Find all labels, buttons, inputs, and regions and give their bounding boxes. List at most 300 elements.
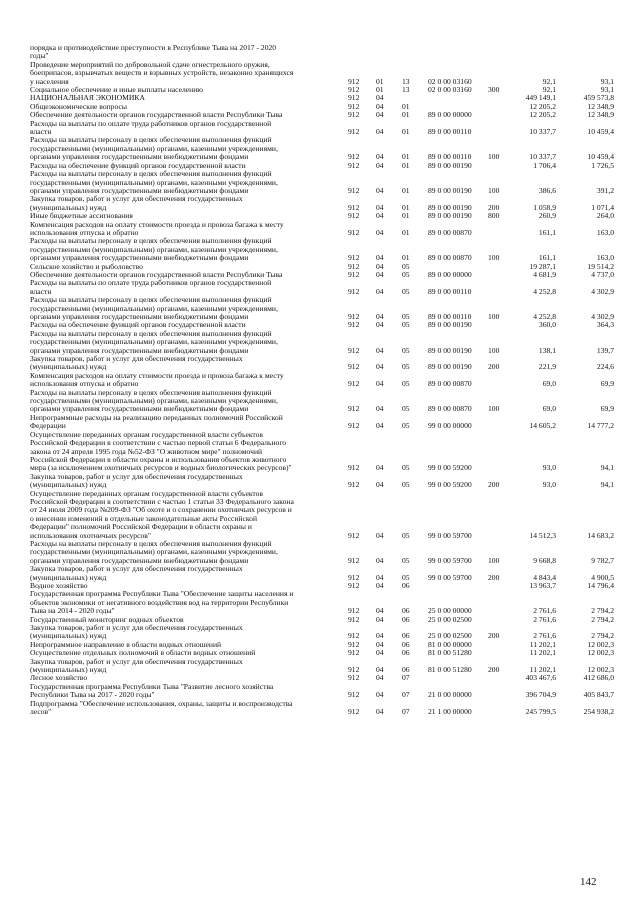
amount-2019: 12 205,2 (529, 101, 556, 111)
ministry-code: 912 (348, 269, 360, 279)
amount-2020: 69,9 (600, 379, 614, 389)
ministry-code: 912 (348, 253, 360, 263)
table-row (30, 681, 614, 700)
item-name: Иные бюджетные ассигнования (30, 211, 133, 221)
amount-2019: 10 337,7 (529, 127, 556, 137)
amount-2020: 364,3 (596, 320, 614, 330)
subsection-code: 05 (402, 362, 410, 372)
section-code: 04 (376, 614, 384, 624)
amount-2019: 9 668,8 (533, 555, 556, 565)
table-row (30, 169, 614, 195)
amount-2019: 221,9 (538, 362, 556, 372)
item-name: Расходы на обеспечение функций органов государственной власти (30, 160, 246, 170)
item-name: Расходы на выплаты по оплате труда работников органов государственной власти (30, 118, 272, 137)
section-code: 04 (376, 261, 384, 271)
table-row (30, 219, 614, 238)
ministry-code: 912 (348, 286, 360, 296)
section-code: 04 (376, 581, 384, 590)
ministry-code: 912 (348, 572, 360, 582)
page-number: 142 (580, 876, 597, 888)
subsection-code: 01 (402, 253, 410, 263)
item-name: Компенсация расходов на оплату стоимости проезда и провоза багажа к месту использования отпуска и обратно (30, 370, 284, 389)
ministry-code: 912 (348, 665, 360, 675)
item-name: Закупка товаров, работ и услуг для обеспечения государственных (муниципальных) нужд (30, 194, 243, 212)
ministry-code: 912 (348, 160, 360, 170)
amount-2019: 69,0 (542, 404, 556, 414)
amount-2019: 260,9 (538, 211, 556, 221)
item-name: Закупка товаров, работ и услуг для обеспечения государственных (муниципальных) нужд (30, 623, 243, 641)
item-name: Водное хозяйство (30, 581, 88, 590)
table-row (30, 328, 614, 355)
section-code: 04 (376, 253, 384, 263)
item-name: Государственная программа Республики Тыва "Обеспечение защиты населения и объектов экономики от негативного воздействия вод на территории Республики Тыва на 2014 - 2020 годы" (30, 589, 294, 616)
item-name: Закупка товаров, работ и услуг для обеспечения государственных (муниципальных) нужд (30, 471, 243, 490)
amount-2019: 11 202,1 (529, 639, 556, 649)
subsection-code: 05 (402, 286, 410, 296)
ministry-code: 912 (348, 85, 360, 95)
amount-2019: 1 706,4 (533, 160, 556, 170)
expense-type-code: 100 (488, 185, 500, 195)
section-code: 04 (376, 152, 384, 162)
amount-2019: 12 205,2 (529, 110, 556, 120)
amount-2020: 94,1 (600, 463, 614, 473)
section-code: 04 (376, 93, 384, 103)
subsection-code: 06 (402, 614, 410, 624)
target-article-code: 25 0 00 02500 (428, 614, 472, 624)
section-code: 04 (376, 127, 384, 137)
item-name: Непрограммные расходы на реализацию переданных полномочий Российской Федерации (30, 412, 283, 431)
table-row (30, 295, 614, 321)
ministry-code: 912 (348, 581, 360, 590)
ministry-code: 912 (348, 379, 360, 389)
section-code: 04 (376, 463, 384, 473)
section-code: 04 (376, 379, 384, 389)
amount-2020: 1 071,4 (591, 202, 614, 212)
amount-2020: 254 938,2 (583, 707, 614, 717)
section-code: 01 (376, 85, 384, 95)
table-row (30, 44, 610, 61)
amount-2019: 14 512,3 (529, 530, 556, 540)
item-name: Сельское хозяйство и рыболовство (30, 261, 143, 271)
target-article-code: 89 0 00 00000 (428, 110, 472, 120)
subsection-code: 07 (402, 690, 410, 700)
item-name: порядка и противодействие преступности в Республике Тыва на 2017 - 2020 годы" (30, 43, 277, 61)
table-row (30, 412, 614, 431)
budget-table (30, 43, 614, 717)
amount-2019: 4 252,8 (533, 286, 556, 296)
amount-2019: 4 681,9 (533, 269, 556, 279)
subsection-code: 06 (402, 639, 410, 649)
section-code: 04 (376, 269, 384, 279)
amount-2019: 2 761,6 (533, 606, 556, 616)
amount-2020: 12 348,9 (587, 101, 614, 111)
amount-2020: 12 348,9 (587, 110, 614, 120)
subsection-code: 07 (402, 707, 410, 717)
amount-2020: 14 796,4 (587, 581, 614, 590)
amount-2020: 1 726,5 (591, 160, 614, 170)
ministry-code: 912 (348, 211, 360, 221)
ministry-code: 912 (348, 404, 360, 414)
subsection-code: 06 (402, 648, 410, 658)
expense-type-code: 200 (488, 572, 500, 582)
amount-2020: 14 683,2 (587, 530, 614, 540)
subsection-code: 01 (402, 211, 410, 221)
amount-2020: 9 782,7 (591, 555, 614, 565)
section-code: 04 (376, 673, 384, 683)
subsection-code: 06 (402, 581, 410, 590)
target-article-code: 99 0 00 59700 (428, 530, 472, 540)
table-row (30, 538, 614, 565)
amount-2019: 386,6 (538, 185, 556, 195)
subsection-code: 01 (402, 152, 410, 162)
section-code: 04 (376, 160, 384, 170)
ministry-code: 912 (348, 480, 360, 490)
ministry-code: 912 (348, 707, 360, 717)
table-row (30, 589, 614, 616)
target-article-code: 89 0 00 00110 (428, 152, 472, 162)
ministry-code: 912 (348, 345, 360, 355)
ministry-code: 912 (348, 631, 360, 641)
subsection-code: 05 (402, 345, 410, 355)
item-name: Осуществление переданных органам государственной власти субъектов Российской Федерации в соответствии с частью первой статьи 6 Федерального закона от 24 апреля 1995 года №52-ФЗ "О животном мире" полномочий Российской Федерации в области охраны и использования объектов животного мира (за исключением охотничьих ресурсов и водных биологических ресурсов)" (30, 429, 292, 473)
target-article-code: 89 0 00 00110 (428, 286, 472, 296)
ministry-code: 912 (348, 110, 360, 120)
section-code: 04 (376, 185, 384, 195)
item-name: Расходы на выплаты персоналу в целях обеспечения выполнения функций государственными (муниципальными) органами, казенными учреждениями, органами управления государственными внебюджетными фондами (30, 236, 278, 263)
amount-2019: 11 202,1 (529, 648, 556, 658)
subsection-code: 05 (402, 530, 410, 540)
subsection-code: 05 (402, 463, 410, 473)
amount-2019: 1 058,9 (533, 202, 556, 212)
expense-type-code: 100 (488, 152, 500, 162)
expense-type-code: 100 (488, 312, 500, 321)
item-name: НАЦИОНАЛЬНАЯ ЭКОНОМИКА (30, 93, 145, 103)
item-name: Расходы на выплаты персоналу в целях обеспечения выполнения функций государственными (муниципальными) органами, казенными учреждениями, органами управления государственными внебюджетными фондами (30, 135, 278, 162)
amount-2020: 412 686,0 (583, 673, 614, 683)
amount-2019: 93,0 (542, 463, 556, 473)
section-code: 04 (376, 648, 384, 658)
section-code: 04 (376, 101, 384, 111)
table-row (30, 656, 614, 675)
section-code: 04 (376, 572, 384, 582)
ministry-code: 912 (348, 463, 360, 473)
amount-2019: 11 202,1 (529, 665, 556, 675)
amount-2020: 2 794,2 (591, 606, 614, 616)
expense-type-code: 200 (488, 631, 500, 641)
target-article-code: 21 0 00 00000 (428, 690, 472, 700)
amount-2019: 138,1 (538, 345, 556, 355)
ministry-code: 912 (348, 530, 360, 540)
amount-2019: 396 704,9 (525, 690, 556, 700)
ministry-code: 912 (348, 101, 360, 111)
amount-2019: 4 252,8 (533, 312, 556, 321)
amount-2019: 10 337,7 (529, 152, 556, 162)
amount-2019: 92,1 (542, 85, 556, 95)
section-code: 04 (376, 211, 384, 221)
item-name: Расходы на выплаты персоналу в целях обеспечения выполнения функций государственными (муниципальными) органами, казенными учреждениями, органами управления государственными внебюджетными фондами (30, 387, 278, 414)
amount-2020: 2 794,2 (591, 614, 614, 624)
ministry-code: 912 (348, 127, 360, 137)
item-name: Подпрограмма "Обеспечение использования, охраны, защиты и воспроизводства лесов" (30, 698, 293, 717)
amount-2020: 12 002,3 (587, 648, 614, 658)
target-article-code: 99 0 00 00000 (428, 421, 472, 431)
amount-2019: 13 963,7 (529, 581, 556, 590)
expense-type-code: 100 (488, 404, 500, 414)
amount-2019: 19 287,1 (529, 261, 556, 271)
amount-2020: 4 302,9 (591, 286, 614, 296)
ministry-code: 912 (348, 261, 360, 271)
subsection-code: 05 (402, 480, 410, 490)
ministry-code: 912 (348, 76, 360, 86)
expense-type-code: 100 (488, 555, 500, 565)
amount-2020: 224,6 (596, 362, 614, 372)
subsection-code: 06 (402, 606, 410, 616)
item-name: Расходы на выплаты персоналу в целях обеспечения выполнения функций государственными (муниципальными) органами, казенными учреждениями, органами управления государственными внебюджетными фондами (30, 328, 278, 355)
amount-2019: 403 467,6 (525, 673, 556, 683)
ministry-code: 912 (348, 555, 360, 565)
expense-type-code: 200 (488, 480, 500, 490)
amount-2020: 459 573,8 (583, 93, 614, 103)
ministry-code: 912 (348, 152, 360, 162)
target-article-code: 99 0 00 59700 (428, 555, 472, 565)
target-article-code: 89 0 00 00190 (428, 211, 472, 221)
subsection-code: 05 (402, 320, 410, 330)
ministry-code: 912 (348, 648, 360, 658)
ministry-code: 912 (348, 185, 360, 195)
subsection-code: 01 (402, 110, 410, 120)
subsection-code: 06 (402, 631, 410, 641)
amount-2020: 139,7 (596, 345, 614, 355)
expense-type-code: 200 (488, 665, 500, 675)
target-article-code: 99 0 00 59700 (428, 572, 472, 582)
item-name: Осуществление отдельных полномочий в области водных отношений (30, 648, 256, 658)
amount-2020: 264,0 (596, 211, 614, 221)
amount-2020: 405 843,7 (583, 690, 614, 700)
subsection-code: 13 (402, 76, 410, 86)
subsection-code: 05 (402, 572, 410, 582)
amount-2019: 161,1 (538, 253, 556, 263)
item-name: Компенсация расходов на оплату стоимости проезда и провоза багажа к месту использования отпуска и обратно (30, 219, 284, 237)
subsection-code: 05 (402, 269, 410, 279)
amount-2020: 391,2 (596, 185, 614, 195)
item-name: Расходы на выплаты персоналу в целях обеспечения выполнения функций государственными (муниципальными) органами, казенными учреждениями, органами управления государственными внебюджетными фондами (30, 538, 278, 565)
expense-type-code: 200 (488, 202, 500, 212)
section-code: 04 (376, 530, 384, 540)
amount-2020: 93,1 (600, 85, 614, 95)
item-name: Общеэкономические вопросы (30, 101, 127, 111)
amount-2019: 92,1 (542, 76, 556, 86)
amount-2019: 449 149,1 (525, 93, 556, 103)
amount-2019: 2 761,6 (533, 614, 556, 624)
section-code: 04 (376, 286, 384, 296)
target-article-code: 89 0 00 00190 (428, 185, 472, 195)
expense-type-code: 300 (488, 85, 500, 95)
amount-2020: 163,0 (596, 227, 614, 237)
target-article-code: 89 0 00 00000 (428, 269, 472, 279)
section-code: 04 (376, 362, 384, 372)
target-article-code: 25 0 00 00000 (428, 606, 472, 616)
target-article-code: 89 0 00 00190 (428, 345, 472, 355)
table-row (30, 698, 614, 717)
table-row (30, 429, 614, 473)
table-row (30, 194, 614, 212)
target-article-code: 89 0 00 00870 (428, 404, 472, 414)
subsection-code: 01 (402, 227, 410, 237)
amount-2020: 4 737,0 (591, 269, 614, 279)
ministry-code: 912 (348, 639, 360, 649)
item-name: Расходы на обеспечение функций органов государственной власти (30, 320, 246, 330)
subsection-code: 05 (402, 261, 410, 271)
item-name: Государственная программа Республики Тыва "Развитие лесного хозяйства Республики Тыва на 2017 - 2020 годы" (30, 681, 274, 700)
ministry-code: 912 (348, 421, 360, 431)
amount-2020: 4 302,9 (591, 312, 614, 321)
subsection-code: 05 (402, 404, 410, 414)
ministry-code: 912 (348, 606, 360, 616)
subsection-code: 05 (402, 312, 410, 321)
item-name: Закупка товаров, работ и услуг для обеспечения государственных (муниципальных) нужд (30, 564, 243, 582)
section-code: 04 (376, 690, 384, 700)
target-article-code: 89 0 00 00870 (428, 379, 472, 389)
item-name: Обеспечение деятельности органов государственной власти Республики Тыва (30, 110, 283, 120)
item-name: Осуществление переданных органам государственной власти субъектов Российской Федерации в соответствии с частью 1 статьи 33 Федерального закона от 24 июля 2009 года №209-ФЗ "Об охоте и о сохранении охотничьих ресурсов и о внесении изменений в отдельные законодательные акты Российской Федерации" полномочий Российской Федерации в области охраны и использования охотничьих ресурсов" (30, 488, 294, 540)
section-code: 04 (376, 639, 384, 649)
section-code: 04 (376, 202, 384, 212)
table-row (30, 278, 614, 296)
item-name: Обеспечение деятельности органов государственной власти Республики Тыва (30, 269, 283, 279)
ministry-code: 912 (348, 93, 360, 103)
target-article-code: 89 0 00 00190 (428, 202, 472, 212)
subsection-code: 05 (402, 555, 410, 565)
section-code: 01 (376, 76, 384, 86)
table-row (30, 471, 614, 490)
amount-2019: 2 761,6 (533, 631, 556, 641)
ministry-code: 912 (348, 690, 360, 700)
amount-2019: 161,1 (538, 227, 556, 237)
ministry-code: 912 (348, 362, 360, 372)
target-article-code: 99 0 00 59200 (428, 463, 472, 473)
amount-2019: 14 605,2 (529, 421, 556, 431)
amount-2020: 163,0 (596, 253, 614, 263)
amount-2020: 94,1 (600, 480, 614, 490)
table-row (30, 564, 614, 582)
target-article-code: 81 0 00 51280 (428, 665, 472, 675)
subsection-code: 01 (402, 101, 410, 111)
item-name: Расходы на выплаты по оплате труда работников органов государственной власти (30, 278, 272, 296)
item-name: Расходы на выплаты персоналу в целях обеспечения выполнения функций государственными (муниципальными) органами, казенными учреждениями, органами управления государственными внебюджетными фондами (30, 295, 278, 321)
table-row (30, 488, 614, 540)
amount-2020: 10 459,4 (587, 152, 614, 162)
target-article-code: 89 0 00 00110 (428, 127, 472, 137)
expense-type-code: 100 (488, 253, 500, 263)
amount-2020: 4 900,5 (591, 572, 614, 582)
table-row (30, 623, 614, 641)
table-row (30, 354, 614, 372)
item-name: Непрограммное направление в области водных отношений (30, 639, 222, 649)
amount-2019: 93,0 (542, 480, 556, 490)
subsection-code: 06 (402, 665, 410, 675)
target-article-code: 89 0 00 00190 (428, 160, 472, 170)
subsection-code: 07 (402, 673, 410, 683)
ministry-code: 912 (348, 202, 360, 212)
item-name: Расходы на выплаты персоналу в целях обеспечения выполнения функций государственными (муниципальными) органами, казенными учреждениями, органами управления государственными внебюджетными фондами (30, 169, 278, 195)
amount-2020: 2 794,2 (591, 631, 614, 641)
amount-2019: 245 799,5 (525, 707, 556, 717)
table-row (30, 387, 614, 414)
target-article-code: 89 0 00 00870 (428, 227, 472, 237)
target-article-code: 25 0 00 02500 (428, 631, 472, 641)
target-article-code: 99 0 00 59200 (428, 480, 472, 490)
target-article-code: 89 0 00 00110 (428, 312, 472, 321)
item-name: Лесное хозяйство (30, 673, 88, 683)
section-code: 04 (376, 320, 384, 330)
section-code: 04 (376, 345, 384, 355)
subsection-code: 01 (402, 202, 410, 212)
amount-2020: 69,9 (600, 404, 614, 414)
target-article-code: 02 0 00 03160 (428, 85, 472, 95)
expense-type-code: 100 (488, 345, 500, 355)
ministry-code: 912 (348, 673, 360, 683)
ministry-code: 912 (348, 312, 360, 321)
section-code: 04 (376, 404, 384, 414)
item-name: Закупка товаров, работ и услуг для обеспечения государственных (муниципальных) нужд (30, 354, 243, 372)
subsection-code: 01 (402, 160, 410, 170)
target-article-code: 89 0 00 00190 (428, 362, 472, 372)
target-article-code: 02 0 00 03160 (428, 76, 472, 86)
target-article-code: 81 0 00 51280 (428, 648, 472, 658)
amount-2019: 69,0 (542, 379, 556, 389)
subsection-code: 05 (402, 379, 410, 389)
table-row (30, 118, 614, 137)
target-article-code: 89 0 00 00190 (428, 320, 472, 330)
table-row (30, 370, 614, 389)
table-row (30, 59, 614, 86)
subsection-code: 13 (402, 85, 410, 95)
amount-2020: 14 777,2 (587, 421, 614, 431)
expense-type-code: 800 (488, 211, 500, 221)
section-code: 04 (376, 665, 384, 675)
ministry-code: 912 (348, 227, 360, 237)
section-code: 04 (376, 555, 384, 565)
expense-type-code: 200 (488, 362, 500, 372)
item-name: Социальное обеспечение и иные выплаты населению (30, 85, 203, 95)
section-code: 04 (376, 480, 384, 490)
target-article-code: 81 0 00 00000 (428, 639, 472, 649)
item-name: Закупка товаров, работ и услуг для обеспечения государственных (муниципальных) нужд (30, 656, 243, 675)
section-code: 04 (376, 227, 384, 237)
item-name: Государственный мониторинг водных объектов (30, 614, 184, 624)
section-code: 04 (376, 707, 384, 717)
amount-2020: 12 002,3 (587, 665, 614, 675)
table-row (30, 135, 614, 162)
table-row (30, 236, 614, 263)
item-name: Проведение мероприятий по добровольной сдаче огнестрельного оружия, боеприпасов, взрывчатых веществ и взрывных устройств, незаконно хранящихся у населения (30, 59, 294, 86)
amount-2020: 12 002,3 (587, 639, 614, 649)
ministry-code: 912 (348, 320, 360, 330)
target-article-code: 21 1 00 00000 (428, 707, 472, 717)
target-article-code: 89 0 00 00870 (428, 253, 472, 263)
amount-2019: 360,0 (538, 320, 556, 330)
amount-2020: 93,1 (600, 76, 614, 86)
section-code: 04 (376, 606, 384, 616)
amount-2020: 19 514,2 (587, 261, 614, 271)
subsection-code: 01 (402, 127, 410, 137)
section-code: 04 (376, 312, 384, 321)
section-code: 04 (376, 421, 384, 431)
amount-2019: 4 843,4 (533, 572, 556, 582)
amount-2020: 10 459,4 (587, 127, 614, 137)
section-code: 04 (376, 631, 384, 641)
subsection-code: 05 (402, 421, 410, 431)
